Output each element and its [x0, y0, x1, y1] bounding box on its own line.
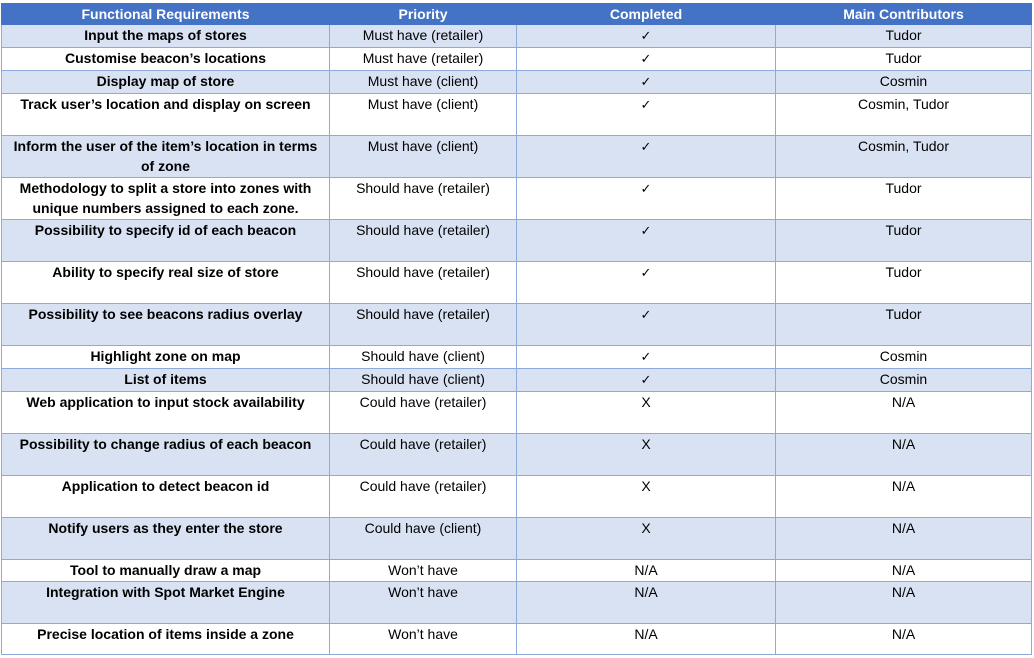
completed-text: N/A	[634, 626, 658, 642]
contributors-text: Cosmin	[879, 371, 928, 387]
header-completed: Completed	[517, 4, 776, 25]
table-row	[2, 136, 1032, 178]
contributors-cell	[776, 560, 1032, 582]
completed-text: ✓	[640, 52, 652, 67]
contributors-text: Tudor	[885, 180, 922, 196]
table-row	[2, 71, 1032, 94]
priority-cell	[330, 518, 517, 560]
contributors-text: Tudor	[885, 50, 922, 66]
contributors-text: Tudor	[885, 264, 922, 280]
contributors-cell	[776, 392, 1032, 434]
contributors-cell	[776, 136, 1032, 178]
contributors-cell	[776, 304, 1032, 346]
completed-text: X	[641, 436, 651, 452]
table-row	[2, 476, 1032, 518]
table-row	[2, 434, 1032, 476]
contributors-cell	[776, 582, 1032, 624]
priority-cell	[330, 25, 517, 48]
requirement-cell	[2, 476, 330, 518]
completed-text: ✓	[640, 29, 652, 44]
requirement-text: Possibility to see beacons radius overlay	[28, 306, 303, 322]
contributors-cell	[776, 369, 1032, 392]
contributors-text: Cosmin	[879, 73, 928, 89]
table-row	[2, 392, 1032, 434]
completed-cell	[517, 560, 776, 582]
table-row	[2, 346, 1032, 369]
contributors-cell	[776, 262, 1032, 304]
requirement-cell	[2, 178, 330, 220]
contributors-cell	[776, 220, 1032, 262]
priority-cell	[330, 304, 517, 346]
completed-cell	[517, 476, 776, 518]
completed-cell	[517, 94, 776, 136]
requirement-text: Inform the user of the item’s location in terms of zone	[13, 138, 318, 174]
table-row	[2, 178, 1032, 220]
priority-cell	[330, 220, 517, 262]
table-row	[2, 220, 1032, 262]
requirement-cell	[2, 434, 330, 476]
contributors-text: Cosmin	[879, 348, 928, 364]
requirement-cell	[2, 369, 330, 392]
requirement-cell	[2, 518, 330, 560]
priority-cell	[330, 262, 517, 304]
requirement-text: Input the maps of stores	[84, 27, 247, 43]
contributors-text: N/A	[891, 562, 916, 578]
requirement-text: Web application to input stock availability	[26, 394, 305, 410]
requirement-text: Customise beacon’s locations	[65, 50, 266, 66]
priority-text: Could have (client)	[364, 520, 482, 536]
priority-text: Should have (client)	[361, 371, 485, 387]
requirement-text: Highlight zone on map	[90, 348, 241, 364]
requirement-text: Notify users as they enter the store	[48, 520, 283, 536]
requirement-cell	[2, 304, 330, 346]
contributors-cell	[776, 48, 1032, 71]
completed-cell	[517, 220, 776, 262]
completed-text: X	[641, 478, 651, 494]
priority-text: Should have (retailer)	[356, 264, 490, 280]
priority-cell	[330, 71, 517, 94]
completed-cell	[517, 262, 776, 304]
contributors-cell	[776, 94, 1032, 136]
requirement-cell	[2, 262, 330, 304]
completed-cell	[517, 48, 776, 71]
priority-text: Could have (retailer)	[359, 394, 487, 410]
completed-cell	[517, 369, 776, 392]
contributors-cell	[776, 624, 1032, 655]
completed-cell	[517, 346, 776, 369]
completed-text: X	[641, 394, 651, 410]
table-row	[2, 262, 1032, 304]
completed-cell	[517, 304, 776, 346]
table-row	[2, 582, 1032, 624]
completed-cell	[517, 178, 776, 220]
contributors-cell	[776, 71, 1032, 94]
priority-text: Could have (retailer)	[359, 436, 487, 452]
priority-text: Should have (client)	[361, 348, 485, 364]
table-row	[2, 94, 1032, 136]
header-main-contributors: Main Contributors	[776, 4, 1032, 25]
priority-cell	[330, 94, 517, 136]
contributors-text: N/A	[891, 626, 916, 642]
requirement-cell	[2, 25, 330, 48]
requirement-text: Precise location of items inside a zone	[37, 626, 294, 642]
requirement-text: Application to detect beacon id	[61, 478, 270, 494]
requirements-body	[2, 25, 1032, 655]
table-row	[2, 25, 1032, 48]
priority-text: Could have (retailer)	[359, 478, 487, 494]
requirement-cell	[2, 346, 330, 369]
priority-text: Should have (retailer)	[356, 306, 490, 322]
requirement-cell	[2, 392, 330, 434]
contributors-text: N/A	[891, 520, 916, 536]
contributors-cell	[776, 476, 1032, 518]
completed-cell	[517, 518, 776, 560]
completed-text: ✓	[640, 98, 652, 113]
priority-text: Won’t have	[388, 626, 458, 642]
contributors-cell	[776, 25, 1032, 48]
priority-text: Won’t have	[388, 562, 458, 578]
table-row	[2, 369, 1032, 392]
completed-cell	[517, 624, 776, 655]
contributors-text: Tudor	[885, 222, 922, 238]
priority-text: Must have (client)	[367, 138, 479, 154]
priority-cell	[330, 582, 517, 624]
priority-cell	[330, 434, 517, 476]
priority-cell	[330, 48, 517, 71]
completed-cell	[517, 25, 776, 48]
completed-text: X	[641, 520, 651, 536]
priority-cell	[330, 560, 517, 582]
completed-text: ✓	[640, 224, 652, 239]
requirement-text: List of items	[124, 371, 207, 387]
requirement-text: Possibility to change radius of each beacon	[19, 436, 312, 452]
requirement-cell	[2, 94, 330, 136]
contributors-text: Cosmin, Tudor	[857, 138, 950, 154]
requirement-cell	[2, 560, 330, 582]
priority-text: Should have (retailer)	[356, 222, 490, 238]
requirement-cell	[2, 582, 330, 624]
completed-cell	[517, 71, 776, 94]
requirement-cell	[2, 71, 330, 94]
contributors-text: Tudor	[885, 306, 922, 322]
priority-text: Must have (client)	[367, 96, 479, 112]
priority-cell	[330, 476, 517, 518]
completed-cell	[517, 434, 776, 476]
completed-text: ✓	[640, 308, 652, 323]
contributors-text: N/A	[891, 394, 916, 410]
contributors-text: Cosmin, Tudor	[857, 96, 950, 112]
contributors-text: N/A	[891, 478, 916, 494]
table-row	[2, 48, 1032, 71]
priority-text: Won’t have	[388, 584, 458, 600]
completed-text: ✓	[640, 182, 652, 197]
header-row	[2, 4, 1032, 25]
header-functional-requirements: Functional Requirements	[2, 4, 330, 25]
completed-cell	[517, 582, 776, 624]
contributors-cell	[776, 518, 1032, 560]
requirement-cell	[2, 48, 330, 71]
completed-cell	[517, 136, 776, 178]
completed-text: ✓	[640, 373, 652, 388]
priority-cell	[330, 346, 517, 369]
completed-text: N/A	[634, 584, 658, 600]
requirement-cell	[2, 136, 330, 178]
table-row	[2, 518, 1032, 560]
requirement-text: Display map of store	[96, 73, 235, 89]
requirement-text: Integration with Spot Market Engine	[46, 584, 285, 600]
priority-cell	[330, 136, 517, 178]
contributors-cell	[776, 178, 1032, 220]
completed-text: ✓	[640, 350, 652, 365]
requirement-cell	[2, 624, 330, 655]
header-priority: Priority	[330, 4, 517, 25]
contributors-text: Tudor	[885, 27, 922, 43]
requirement-text: Tool to manually draw a map	[69, 562, 262, 578]
priority-text: Must have (retailer)	[362, 27, 484, 43]
requirement-text: Ability to specify real size of store	[52, 264, 279, 280]
priority-cell	[330, 392, 517, 434]
contributors-text: N/A	[891, 436, 916, 452]
completed-cell	[517, 392, 776, 434]
priority-cell	[330, 624, 517, 655]
table-row	[2, 304, 1032, 346]
table-row	[2, 560, 1032, 582]
priority-text: Must have (retailer)	[362, 50, 484, 66]
contributors-cell	[776, 346, 1032, 369]
requirement-cell	[2, 220, 330, 262]
priority-text: Should have (retailer)	[356, 180, 490, 196]
completed-text: ✓	[640, 266, 652, 281]
priority-cell	[330, 369, 517, 392]
priority-text: Must have (client)	[367, 73, 479, 89]
requirement-text: Track user’s location and display on screen	[20, 96, 311, 112]
priority-cell	[330, 178, 517, 220]
contributors-cell	[776, 434, 1032, 476]
completed-text: N/A	[634, 562, 658, 578]
requirements-table	[1, 3, 1032, 655]
completed-text: ✓	[640, 140, 652, 155]
requirement-text: Possibility to specify id of each beacon	[34, 222, 297, 238]
requirement-text: Methodology to split a store into zones with unique numbers assigned to each zone.	[19, 180, 312, 216]
completed-text: ✓	[640, 75, 652, 90]
table-row	[2, 624, 1032, 655]
contributors-text: N/A	[891, 584, 916, 600]
